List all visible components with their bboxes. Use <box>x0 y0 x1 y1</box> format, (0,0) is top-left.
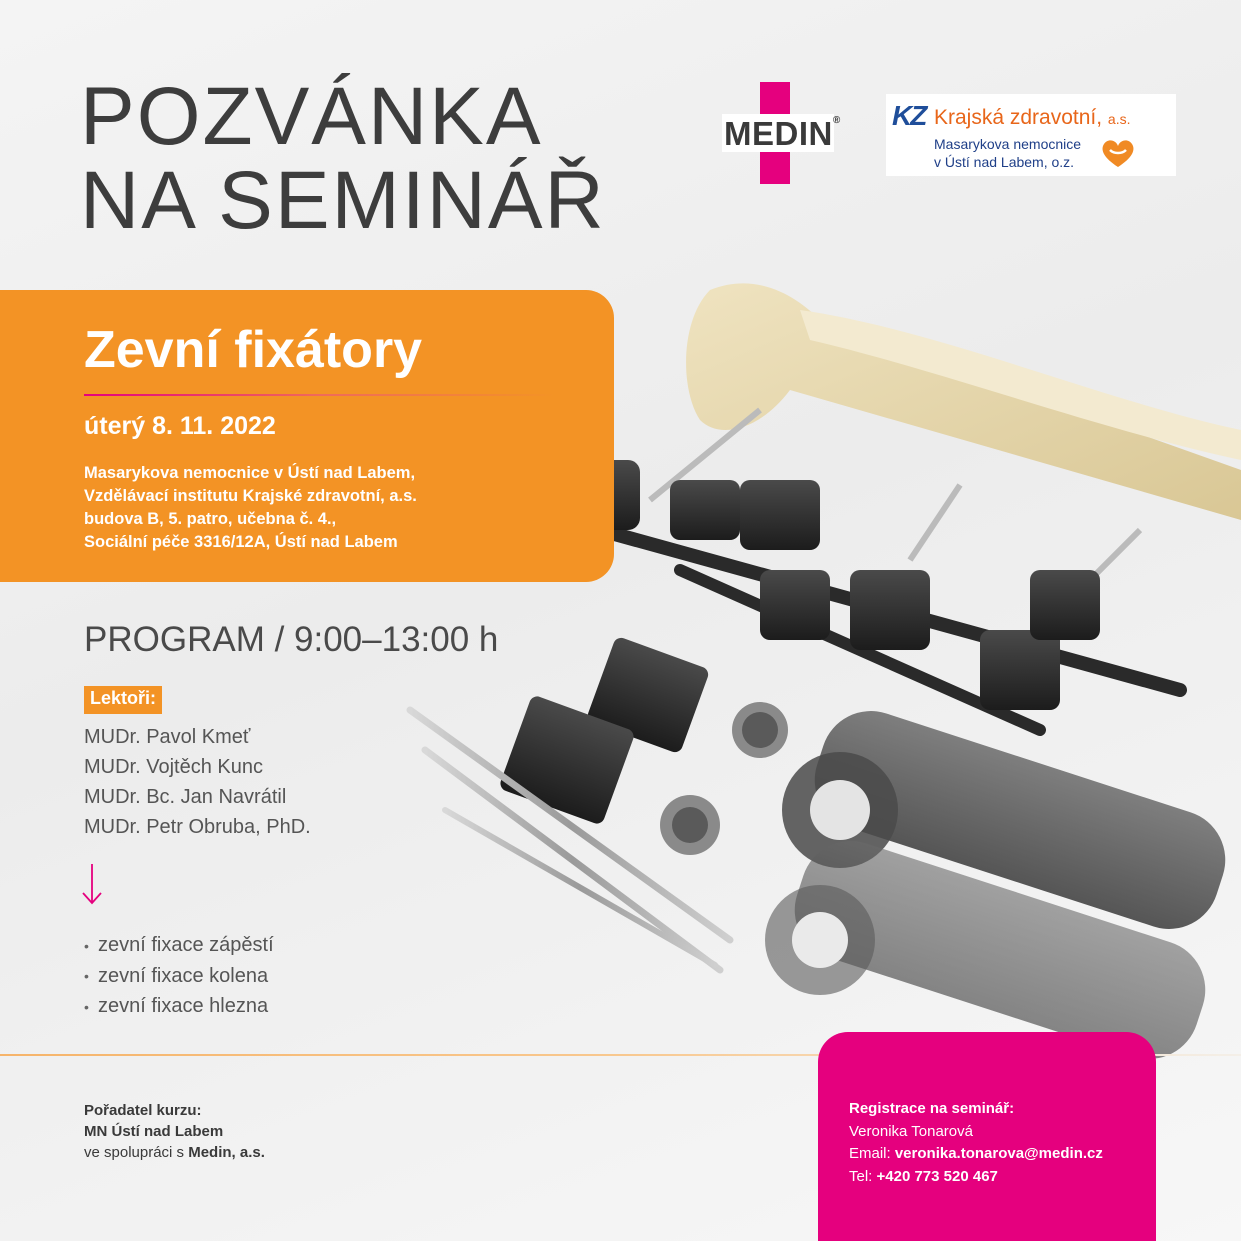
topic-item: • zevní fixace zápěstí <box>84 930 274 961</box>
topics-list <box>84 930 274 1022</box>
title-divider <box>84 394 554 396</box>
medin-logo-text: MEDIN <box>724 115 833 152</box>
medin-reg-mark: ® <box>832 115 841 126</box>
medin-logo <box>722 82 841 186</box>
registration-phone-link[interactable]: +420 773 520 467 <box>876 1167 998 1185</box>
venue-line: Sociální péče 3316/12A, Ústí nad Labem <box>84 533 398 551</box>
bullet-icon: • <box>84 937 89 954</box>
venue-line: budova B, 5. patro, učebna č. 4., <box>84 510 337 528</box>
lecturer-item: MUDr. Petr Obruba, PhD. <box>84 816 311 838</box>
topic-item: • zevní fixace hlezna <box>84 991 274 1022</box>
arrow-down-icon <box>80 862 104 906</box>
organizer-coop-prefix: ve spolupráci s <box>84 1144 189 1161</box>
event-venue <box>84 462 417 554</box>
organizer-name: MN Ústí nad Labem <box>84 1123 224 1140</box>
registration-contact: Veronika Tonarová <box>849 1122 973 1140</box>
bullet-icon: • <box>84 968 89 985</box>
registration-label: Registrace na seminář: <box>849 1100 1015 1117</box>
organizer-info <box>84 1100 265 1163</box>
title-line-1: POZVÁNKA <box>80 71 543 162</box>
title-line-2: NA SEMINÁŘ <box>80 155 606 246</box>
registration-box <box>818 1032 1156 1241</box>
topic-item: • zevní fixace kolena <box>84 961 274 992</box>
kz-name: Krajská zdravotní, <box>934 106 1103 129</box>
event-info-box <box>0 290 614 582</box>
kz-logo <box>886 94 1176 176</box>
lecturers-list <box>84 722 311 842</box>
lecturer-item: MUDr. Bc. Jan Navrátil <box>84 786 287 808</box>
lecturers-label: Lektoři: <box>84 686 162 714</box>
tel-label: Tel: <box>849 1167 877 1185</box>
program-heading: PROGRAM / 9:00–13:00 h <box>84 620 499 659</box>
kz-subtitle-line-2: v Ústí nad Labem, o.z. <box>934 154 1075 170</box>
page-title <box>80 71 680 246</box>
kz-mark: KZ <box>892 100 926 131</box>
lecturer-item: MUDr. Vojtěch Kunc <box>84 756 263 778</box>
event-date: úterý 8. 11. 2022 <box>84 412 276 440</box>
venue-line: Masarykova nemocnice v Ústí nad Labem, <box>84 464 416 482</box>
organizer-coop-name: Medin, a.s. <box>188 1144 265 1161</box>
registration-email-link[interactable]: veronika.tonarova@medin.cz <box>894 1145 1103 1162</box>
heart-icon <box>1100 138 1136 168</box>
kz-subtitle-line-1: Masarykova nemocnice <box>934 136 1082 152</box>
event-title: Zevní fixátory <box>84 321 423 379</box>
email-label: Email: <box>849 1145 895 1162</box>
organizer-label: Pořadatel kurzu: <box>84 1102 202 1119</box>
bullet-icon: • <box>84 999 89 1016</box>
venue-line: Vzdělávací institutu Krajské zdravotní, a.s. <box>84 487 417 505</box>
lecturer-item: MUDr. Pavol Kmeť <box>84 726 251 748</box>
kz-suffix: a.s. <box>1107 111 1131 127</box>
